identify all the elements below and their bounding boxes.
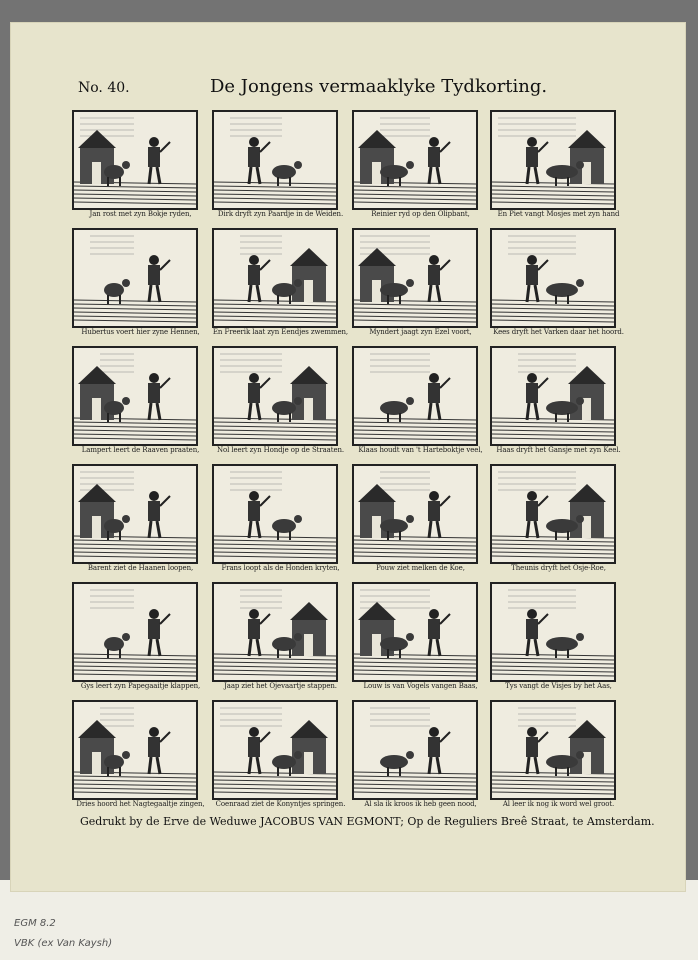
goose-icon <box>490 346 616 446</box>
panel-caption: Pouw ziet melken de Koe, <box>376 564 465 572</box>
woodcut-panel <box>352 700 488 817</box>
panel-caption: Myndert jaagt zyn Ezel voort, <box>369 328 472 336</box>
donkey-icon <box>352 228 478 328</box>
woodcut-panel <box>212 582 348 699</box>
raven-icon <box>72 346 198 446</box>
dogs-icon <box>212 464 338 564</box>
fishing-icon <box>490 582 616 682</box>
panel-caption: Reinier ryd op den Olipbant, <box>371 210 470 218</box>
panel-caption: Louw is van Vogels vangen Baas, <box>363 682 478 690</box>
panel-caption: Tys vangt de Visjes by het Aas, <box>505 682 612 690</box>
print-header <box>60 60 630 96</box>
house-figure-icon <box>352 700 478 800</box>
panel-caption: Hubertus voert hier zyne Hennen, <box>81 328 200 336</box>
panel-caption: Jaap ziet het Ojevaartje stappen. <box>224 682 337 690</box>
woodcut-panel <box>72 346 208 463</box>
page-title: De Jongens vermaaklyke Tydkorting. <box>210 76 548 97</box>
nightingale-icon <box>72 700 198 800</box>
panel-caption: En Freerik laat zyn Eendjes zwemmen, <box>212 328 349 336</box>
woodcut-panel <box>490 110 626 227</box>
woodcut-panel <box>72 110 208 227</box>
panel-caption: Gys leert zyn Papegaaitje klappen, <box>80 682 201 690</box>
deer-icon <box>352 346 478 446</box>
woodcut-panel <box>490 346 626 463</box>
woodcut-panel <box>352 110 488 227</box>
woodcut-panel <box>212 228 348 345</box>
horse-icon <box>212 110 338 210</box>
panel-caption: Frans loopt als de Honden kryten, <box>221 564 340 572</box>
woodcut-panel <box>352 582 488 699</box>
bird-hunt-icon <box>352 582 478 682</box>
panel-caption: Klaas houdt van 't Harteboktje veel, <box>358 446 483 454</box>
woodcut-panel <box>212 110 348 227</box>
woodcut-grid <box>72 110 630 812</box>
imprint-line: Gedrukt by de Erve de Weduwe JACOBUS VAN EGMONT; Op de Reguliers Breê Straat, te Amsterdam. <box>80 815 655 828</box>
woodcut-panel <box>72 582 208 699</box>
woodcut-panel <box>352 464 488 581</box>
woodcut-panel <box>72 700 208 817</box>
catalog-note: EGM 8.2 <box>14 918 56 929</box>
cow-icon <box>352 464 478 564</box>
panel-caption: Haas dryft het Gansje met zyn Keel. <box>496 446 621 454</box>
panel-caption: Barent ziet de Haanen loopen, <box>87 564 194 572</box>
woodcut-panel <box>490 700 626 817</box>
woodcut-panel <box>490 228 626 345</box>
woodcut-panel <box>490 464 626 581</box>
attribution-note: VBK (ex Van Kaysh) <box>14 938 113 949</box>
goat-cart-icon <box>72 110 198 210</box>
rabbit-icon <box>212 700 338 800</box>
ducks-icon <box>212 228 338 328</box>
hens-icon <box>72 228 198 328</box>
panel-caption: Coenraad ziet de Konyntjes springen. <box>215 800 346 808</box>
ox-icon <box>490 464 616 564</box>
panel-caption: Al sla ik kroos ik heb geen nood, <box>364 800 477 808</box>
woodcut-panel <box>490 582 626 699</box>
panel-caption: Jan rost met zyn Bokje ryden, <box>89 210 192 218</box>
parrot-icon <box>72 582 198 682</box>
woodcut-panel <box>352 228 488 345</box>
stork-icon <box>212 582 338 682</box>
panel-caption: Dirk dryft zyn Paardje in de Weiden. <box>217 210 344 218</box>
woodcut-panel <box>212 700 348 817</box>
woodcut-panel <box>212 346 348 463</box>
ladder-icon <box>490 700 616 800</box>
panel-caption: Kees dryft het Varken daar het hoord. <box>493 328 624 336</box>
elephant-icon <box>352 110 478 210</box>
panel-caption: En Piet vangt Mosjes met zyn hand <box>497 210 620 218</box>
woodcut-panel <box>72 228 208 345</box>
bird-catch-icon <box>490 110 616 210</box>
panel-caption: Dries hoord het Nagtegaaltje zingen, <box>76 800 205 808</box>
panel-caption: Nol leert zyn Hondje op de Straaten. <box>216 446 345 454</box>
sheet-number: No. 40. <box>78 80 130 96</box>
woodcut-panel <box>212 464 348 581</box>
pig-icon <box>490 228 616 328</box>
panel-caption: Lampert leert de Raaven praaten, <box>81 446 200 454</box>
woodcut-panel <box>352 346 488 463</box>
panel-caption: Theunis dryft het Osje-Roe, <box>511 564 606 572</box>
dog-icon <box>212 346 338 446</box>
roosters-icon <box>72 464 198 564</box>
woodcut-panel <box>72 464 208 581</box>
panel-caption: Al leer ik nog ik word wel groot. <box>502 800 615 808</box>
